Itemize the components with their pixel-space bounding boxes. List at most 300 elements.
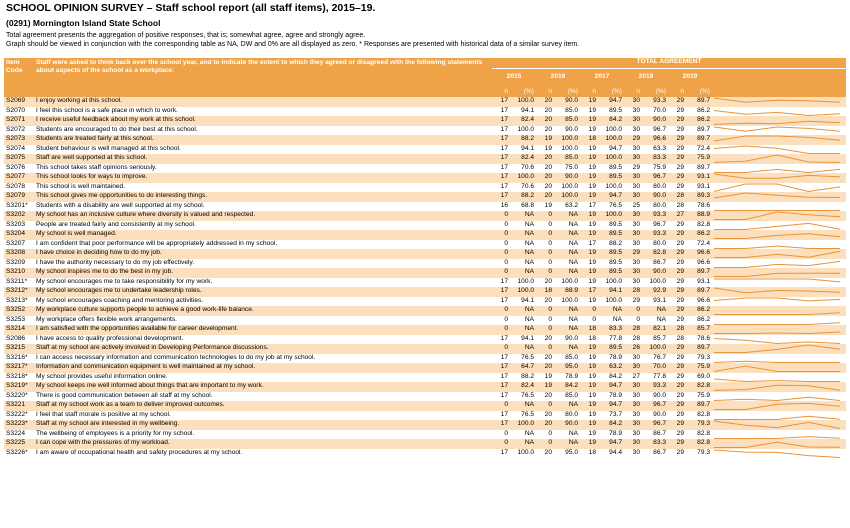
agreement-percent: NA [510,221,536,231]
item-code: S3226* [4,449,34,459]
trend-sparkline [712,145,846,155]
respondent-count: 20 [536,126,554,136]
respondent-count: 0 [536,268,554,278]
agreement-percent: 70.6 [510,164,536,174]
sparkline-line [714,184,840,192]
respondent-count: 17 [492,183,510,193]
agreement-percent: NA [642,316,668,326]
item-statement: My school encourages coaching and mentoring activities. [34,297,492,307]
item-statement: I am confident that poor performance will be appropriately addressed in my school. [34,240,492,250]
agreement-percent: 100.0 [510,173,536,183]
item-code: S2071 [4,116,34,126]
agreement-percent: 95.0 [554,449,580,459]
respondent-count: 20 [536,192,554,202]
note-aggregation: Total agreement presents the aggregation of positive responses, that is; somewhat agree, agree and strongly agree. [6,32,366,39]
respondent-count: 19 [580,164,598,174]
agreement-percent: 86.2 [686,116,712,126]
respondent-count: 17 [580,202,598,212]
respondent-count: 29 [668,439,686,449]
item-code: S3217* [4,363,34,373]
item-statement: Students are treated fairly at this school. [34,135,492,145]
table-row [4,344,846,354]
item-code: S2078 [4,183,34,193]
table-row [4,97,846,107]
sparkline-chart [712,430,842,439]
agreement-percent: NA [510,306,536,316]
respondent-count: 29 [668,420,686,430]
agreement-percent: 77.8 [598,335,624,345]
agreement-percent: 100.0 [554,278,580,288]
respondent-count: 20 [536,335,554,345]
table-row [4,240,846,250]
sparkline-chart [712,230,842,239]
agreement-percent: 96.7 [642,401,668,411]
agreement-percent: 89.5 [598,259,624,269]
agreement-percent: NA [510,344,536,354]
agreement-percent: 93.1 [686,278,712,288]
item-statement: I am satisfied with the opportunities available for career development. [34,325,492,335]
sparkline-chart [712,316,842,325]
sparkline-chart [712,183,842,192]
agreement-percent: 78.9 [598,430,624,440]
agreement-percent: NA [554,325,580,335]
item-statement: Staff at my school are interested in my wellbeing. [34,420,492,430]
note-graph: Graph should be viewed in conjunction with the corresponding table as NA, DW and 0% are all displayed as zero. * Responses are presented with historical data of a similar survey item. [6,40,580,48]
item-code: S2079 [4,192,34,202]
respondent-count: 29 [668,297,686,307]
sparkline-line [714,146,840,154]
agreement-percent: NA [510,430,536,440]
agreement-percent: 78.9 [598,354,624,364]
item-code: S3223* [4,420,34,430]
respondent-count: 30 [624,268,642,278]
respondent-count: 30 [624,439,642,449]
item-statement: I am aware of occupational health and safety procedures at my school. [34,449,492,459]
agreement-percent: 86.2 [686,306,712,316]
respondent-count: 18 [580,135,598,145]
respondent-count: 0 [536,249,554,259]
sparkline-chart [712,344,842,353]
agreement-percent: 72.4 [686,145,712,155]
agreement-percent: 96.6 [686,297,712,307]
item-code: S2077 [4,173,34,183]
respondent-count: 20 [536,107,554,117]
respondent-count: 19 [580,192,598,202]
agreement-percent: 86.2 [686,107,712,117]
sparkline-chart [712,306,842,315]
agreement-percent: 100.0 [510,126,536,136]
sparkline-chart [712,240,842,249]
respondent-count: 19 [580,221,598,231]
trend-sparkline [712,173,846,183]
agreement-percent: NA [554,316,580,326]
table-row [4,154,846,164]
agreement-percent: 94.7 [598,382,624,392]
respondent-count: 0 [492,221,510,231]
respondent-count: 19 [580,173,598,183]
agreement-percent: 76.7 [642,354,668,364]
sparkline-chart [712,145,842,154]
sparkline-chart [712,164,842,173]
sparkline-line [714,313,840,315]
respondent-count: 19 [580,230,598,240]
table-row [4,192,846,202]
sparkline-line [714,298,840,301]
sparkline-line [714,110,840,115]
agreement-percent: 70.0 [642,107,668,117]
trend-sparkline [712,449,846,459]
agreement-percent: 90.0 [642,268,668,278]
respondent-count: 17 [492,287,510,297]
respondent-count: 17 [492,420,510,430]
respondent-count: 29 [668,116,686,126]
sparkline-line [714,273,840,276]
item-statement: My school encourages me to undertake leadership roles. [34,287,492,297]
respondent-count: 0 [492,430,510,440]
sparkline-line [714,385,840,390]
respondent-count: 28 [668,325,686,335]
agreement-percent: 94.1 [598,287,624,297]
respondent-count: 19 [580,211,598,221]
agreement-percent: 73.7 [598,411,624,421]
respondent-count: 17 [580,287,598,297]
agreement-percent: 82.8 [686,221,712,231]
agreement-percent: 75.9 [642,164,668,174]
item-statement: I have choice in deciding how to do my job. [34,249,492,259]
agreement-percent: 85.7 [642,335,668,345]
agreement-percent: 100.0 [510,278,536,288]
agreement-percent: NA [510,316,536,326]
sparkline-chart [712,382,842,391]
item-code: S3202 [4,211,34,221]
respondent-count: 0 [536,259,554,269]
agreement-percent: 89.5 [598,344,624,354]
agreement-percent: 83.3 [642,439,668,449]
item-code: S2075 [4,154,34,164]
agreement-percent: 89.7 [686,344,712,354]
respondent-count: 30 [624,401,642,411]
sparkline-chart [712,211,842,220]
respondent-count: 29 [668,164,686,174]
item-statement: There is good communication between all staff at my school. [34,392,492,402]
trend-sparkline [712,221,846,231]
agreement-percent: NA [510,325,536,335]
agreement-percent: 94.1 [510,335,536,345]
item-statement: Students are encouraged to do their best at this school. [34,126,492,136]
agreement-percent: 86.2 [686,316,712,326]
agreement-percent: NA [510,230,536,240]
year-header: 2016 [536,68,580,87]
item-code: S3216* [4,354,34,364]
sparkline-line [714,212,840,220]
trend-sparkline [712,373,846,383]
respondent-count: 28 [624,335,642,345]
trend-header [712,68,846,87]
item-statement: My school keeps me well informed about things that are important to my work. [34,382,492,392]
respondent-count: 19 [580,183,598,193]
respondent-count: 29 [668,259,686,269]
respondent-count: 20 [536,297,554,307]
agreement-percent: 82.4 [510,382,536,392]
agreement-percent: 76.5 [598,202,624,212]
trend-sparkline [712,116,846,126]
agreement-percent: 84.2 [598,116,624,126]
agreement-percent: 88.2 [598,240,624,250]
respondent-count: 30 [624,221,642,231]
respondent-count: 20 [536,116,554,126]
agreement-percent: 100.0 [510,97,536,107]
respondent-count: 17 [492,297,510,307]
respondent-count: 0 [536,344,554,354]
agreement-percent: 75.0 [554,164,580,174]
sparkline-chart [712,126,842,135]
respondent-count: 20 [536,154,554,164]
agreement-percent: 100.0 [598,154,624,164]
n-label: n [580,87,598,97]
item-statement: This school takes staff opinions seriously. [34,164,492,174]
respondent-count: 29 [668,249,686,259]
sparkline-chart [712,202,842,211]
agreement-percent: 77.8 [642,373,668,383]
sparkline-chart [712,363,842,372]
agreement-percent: 100.0 [510,287,536,297]
agreement-percent: NA [554,221,580,231]
sparkline-line [714,155,840,163]
table-row [4,116,846,126]
sparkline-chart [712,249,842,258]
trend-sparkline [712,97,846,107]
agreement-percent: 100.0 [554,297,580,307]
agreement-percent: 89.3 [686,192,712,202]
respondent-count: 29 [668,430,686,440]
agreement-percent: 89.5 [598,230,624,240]
agreement-percent: 100.0 [598,297,624,307]
agreement-percent: NA [554,259,580,269]
item-code: S3210 [4,268,34,278]
respondent-count: 17 [492,126,510,136]
respondent-count: 0 [536,221,554,231]
agreement-percent: 89.7 [686,268,712,278]
agreement-percent: 85.0 [554,354,580,364]
agreement-percent: 82.8 [642,249,668,259]
sparkline-line [714,98,840,102]
trend-sparkline [712,297,846,307]
agreement-percent: NA [510,249,536,259]
respondent-count: 20 [536,363,554,373]
sparkline-line [714,338,840,343]
item-code: S3211* [4,278,34,288]
item-code: S3221 [4,401,34,411]
agreement-percent: 68.8 [510,202,536,212]
agreement-percent: 82.8 [686,411,712,421]
item-code: S3207 [4,240,34,250]
respondent-count: 19 [580,344,598,354]
item-statement: This school is well maintained. [34,183,492,193]
respondent-count: 30 [624,392,642,402]
sparkline-line [714,332,840,334]
trend-sparkline [712,164,846,174]
agreement-percent: 96.7 [642,420,668,430]
respondent-count: 19 [580,154,598,164]
respondent-count: 19 [580,145,598,155]
agreement-percent: 95.0 [554,363,580,373]
item-statement: I have access to quality professional development. [34,335,492,345]
respondent-count: 19 [580,401,598,411]
agreement-percent: 88.2 [510,135,536,145]
agreement-percent: 85.7 [686,325,712,335]
item-code: S2072 [4,126,34,136]
item-code-header: Item Code [4,58,34,87]
statement-header: Staff were asked to think back over the school year, and to indicate the extent to which they agreed or disagreed with the following statements about aspects of the school as a workplace: [34,58,492,87]
respondent-count: 0 [492,211,510,221]
trend-sparkline [712,430,846,440]
sparkline-line [714,366,840,371]
agreement-percent: 83.3 [642,154,668,164]
item-code: S2070 [4,107,34,117]
respondent-count: 29 [668,221,686,231]
respondent-count: 19 [580,439,598,449]
respondent-count: 29 [624,164,642,174]
table-row [4,287,846,297]
report-header [6,2,844,49]
sparkline-chart [712,268,842,277]
item-code: S2086 [4,335,34,345]
respondent-count: 29 [668,373,686,383]
year-header: 2017 [580,68,624,87]
agreement-percent: 79.3 [686,354,712,364]
item-code: S3224 [4,430,34,440]
respondent-count: 29 [668,316,686,326]
sparkline-chart [712,154,842,163]
respondent-count: 19 [536,373,554,383]
agreement-percent: 80.0 [642,202,668,212]
respondent-count: 30 [624,382,642,392]
table-row [4,316,846,326]
agreement-percent: 89.7 [686,126,712,136]
item-statement: My workplace offers flexible work arrangements. [34,316,492,326]
agreement-percent: NA [510,259,536,269]
respondent-count: 0 [536,316,554,326]
respondent-count: 29 [668,382,686,392]
agreement-percent: 82.4 [510,116,536,126]
respondent-count: 17 [492,382,510,392]
trend-sparkline [712,135,846,145]
total-agreement-header: TOTAL AGREEMENT [492,58,846,68]
agreement-percent: 80.0 [642,183,668,193]
trend-sparkline [712,126,846,136]
trend-sparkline [712,439,846,449]
respondent-count: 30 [624,116,642,126]
respondent-count: 17 [492,363,510,373]
pct-label: (%) [642,87,668,97]
trend-sparkline [712,316,846,326]
respondent-count: 0 [536,430,554,440]
agreement-percent: 85.0 [554,154,580,164]
table-row [4,306,846,316]
item-statement: Staff at my school work as a team to deliver improved outcomes. [34,401,492,411]
agreement-percent: 100.0 [598,183,624,193]
item-code: S3203 [4,221,34,231]
item-statement: I have the authority necessary to do my job effectively. [34,259,492,269]
trend-sparkline [712,411,846,421]
respondent-count: 17 [492,164,510,174]
agreement-percent: 100.0 [642,278,668,288]
agreement-percent: 100.0 [510,449,536,459]
sparkline-line [714,252,840,258]
respondent-count: 29 [668,354,686,364]
respondent-count: 29 [668,287,686,297]
agreement-percent: 75.9 [686,363,712,373]
sparkline-line [714,323,840,325]
sparkline-chart [712,392,842,401]
agreement-percent: 84.2 [598,373,624,383]
table-row [4,401,846,411]
agreement-percent: NA [510,211,536,221]
respondent-count: 17 [492,192,510,202]
item-code: S2074 [4,145,34,155]
respondent-count: 17 [492,154,510,164]
sparkline-chart [712,192,842,201]
trend-sparkline [712,249,846,259]
table-row [4,249,846,259]
agreement-percent: 89.5 [598,221,624,231]
agreement-percent: 88.9 [554,287,580,297]
agreement-percent: 92.9 [642,287,668,297]
agreement-percent: 82.1 [642,325,668,335]
respondent-count: 0 [492,306,510,316]
agreement-percent: 86.2 [686,230,712,240]
item-statement: My school provides useful information online. [34,373,492,383]
respondent-count: 19 [580,363,598,373]
table-row [4,430,846,440]
respondent-count: 29 [668,154,686,164]
respondent-count: 29 [668,278,686,288]
trend-sparkline [712,268,846,278]
agreement-percent: 93.3 [642,382,668,392]
table-row [4,297,846,307]
agreement-percent: NA [554,344,580,354]
agreement-percent: 75.9 [686,392,712,402]
agreement-percent: 78.6 [686,202,712,212]
respondent-count: 29 [668,135,686,145]
pct-label: (%) [686,87,712,97]
agreement-percent: 89.7 [686,164,712,174]
agreement-percent: 72.4 [686,240,712,250]
trend-sparkline [712,202,846,212]
item-code: S3214 [4,325,34,335]
n-label: n [624,87,642,97]
n-label: n [536,87,554,97]
respondent-count: 25 [624,202,642,212]
trend-sparkline [712,240,846,250]
respondent-count: 17 [492,97,510,107]
respondent-count: 16 [492,202,510,212]
table-row [4,439,846,449]
respondent-count: 29 [668,449,686,459]
agreement-percent: 89.5 [598,164,624,174]
trend-sparkline [712,335,846,345]
pct-label: (%) [598,87,624,97]
agreement-percent: 96.7 [642,221,668,231]
respondent-count: 0 [492,439,510,449]
item-statement: I feel this school is a safe place in which to work. [34,107,492,117]
item-code: S3222* [4,411,34,421]
agreement-percent: 94.7 [598,401,624,411]
agreement-percent: NA [554,268,580,278]
sparkline-chart [712,278,842,287]
agreement-percent: 85.0 [554,116,580,126]
sparkline-line [714,127,840,131]
